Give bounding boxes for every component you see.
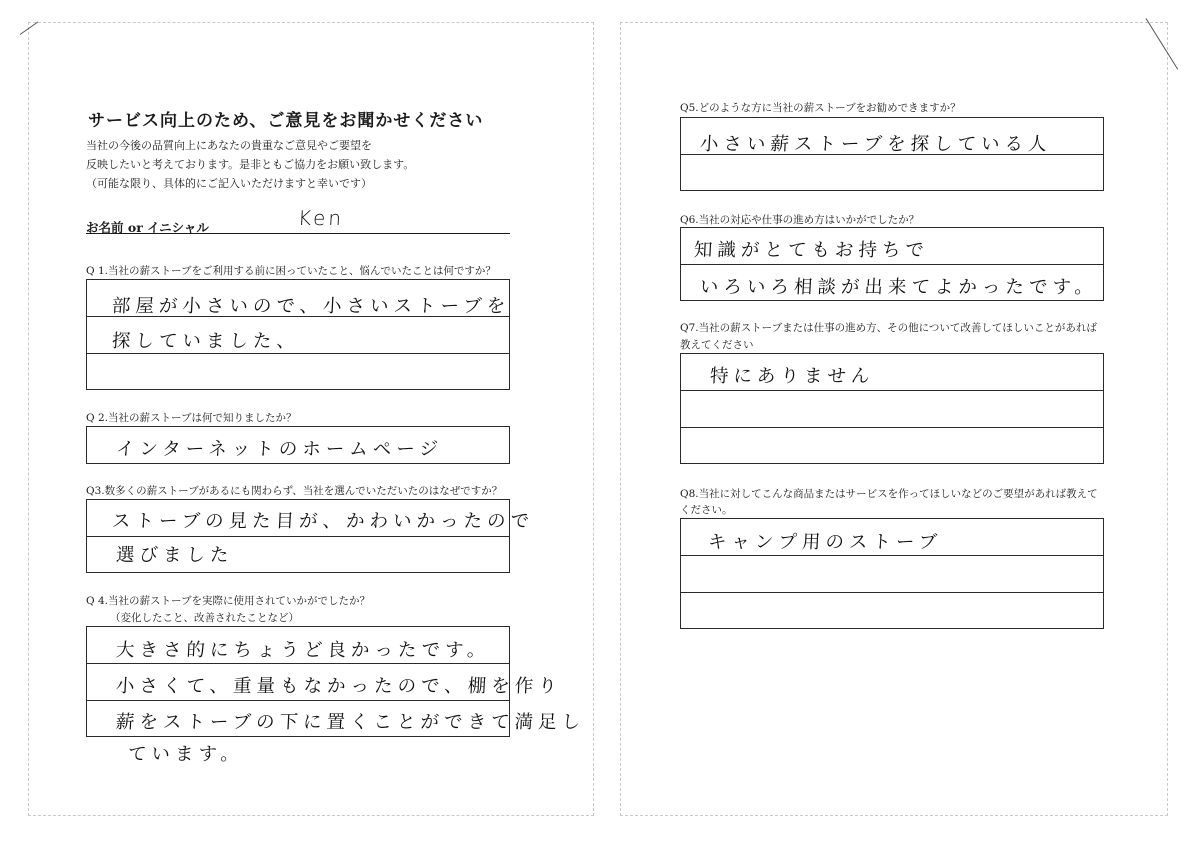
q1-row (87, 354, 509, 391)
q8-answer-1: キャンプ用のストーブ (707, 532, 943, 553)
q7-answer-1: 特にありません (709, 366, 875, 387)
q7-row (681, 391, 1103, 428)
q5-answer-1: 小さい薪ストーブを探している人 (699, 134, 1053, 155)
intro-line-1: 当社の今後の品質向上にあなたの貴重なご意見やご要望を (86, 139, 372, 152)
q5-row (681, 155, 1103, 192)
q2-answer-1: インターネットのホームページ (115, 439, 444, 460)
q4-answer-1: 大きさ的にちょうど良かったです。 (115, 640, 492, 661)
q7-label: Q7.当社の薪ストーブまたは仕事の進め方、その他について改善してほしいことがあれば (680, 322, 1097, 334)
q2-label: Q 2.当社の薪ストーブは何で知りましたか？ (86, 412, 297, 424)
q7-row (681, 428, 1103, 465)
name-value[interactable]: Ken (297, 206, 345, 230)
q4-answer-3: 薪をストーブの下に置くことができて満足し (115, 712, 586, 733)
name-label: お名前 or イニシャル (86, 220, 209, 235)
q7-sublabel: 教えてください (680, 339, 754, 351)
q1-label: Q 1.当社の薪ストーブをご利用する前に困っていたこと、悩んでいたことは何ですか？ (86, 265, 496, 277)
q4-label: Q 4.当社の薪ストーブを実際に使用されていかがでしたか？ (86, 595, 370, 607)
q6-answer-2: いろいろ相談が出来てよかったです。 (699, 277, 1099, 298)
q1-answer-1: 部屋が小さいので、小さいストーブを (111, 296, 511, 317)
q6-label: Q6.当社の対応や仕事の進め方はいかがでしたか？ (680, 214, 920, 226)
q8-label: Q8.当社に対してこんな商品またはサービスを作ってほしいなどのご要望があれば教えて (680, 488, 1098, 500)
q3-label: Q3.数多くの薪ストーブがあるにも関わらず、当社を選んでいただいたのはなぜですか？ (86, 485, 503, 497)
q4-answer-2: 小さくて、重量もなかったので、棚を作り (115, 676, 563, 697)
form-title: サービス向上のため、ご意見をお聞かせください (88, 111, 484, 131)
intro-line-2: 反映したいと考えております。是非ともご協力をお願い致します。 (86, 158, 415, 171)
q4-sublabel: （変化したこと、改善されたことなど） (110, 612, 299, 624)
q3-answer-2: 選びました (115, 545, 234, 566)
q8-sublabel: ください。 (680, 504, 733, 516)
q3-answer-1: ストーブの見た目が、かわいかったので (111, 511, 535, 532)
q8-row (681, 556, 1103, 593)
q1-answer-2: 探していました、 (111, 331, 301, 352)
q5-label: Q5.どのような方に当社の薪ストーブをお勧めできますか？ (680, 102, 961, 114)
q4-answer-4: ています。 (127, 744, 245, 765)
q8-row (681, 593, 1103, 630)
name-underline (86, 233, 510, 234)
q6-answer-1: 知識がとてもお持ちで (693, 240, 930, 261)
intro-line-3: （可能な限り、具体的にご記入いただけますと幸いです） (86, 177, 372, 190)
